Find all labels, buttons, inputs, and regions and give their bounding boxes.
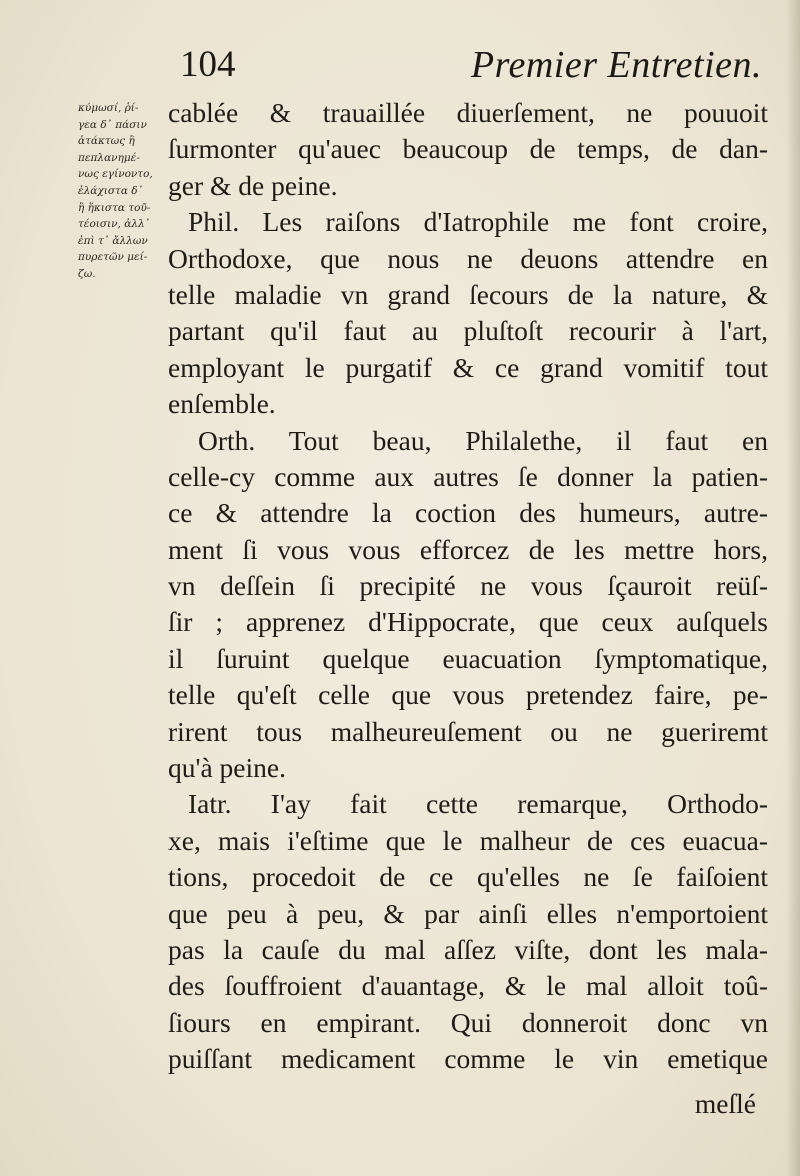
text-line: xe, mais i'eſtime que le malheur de ces euacua- [168, 824, 768, 856]
margin-note-line: τέοισιν, ἀλλ᾽ [78, 218, 150, 231]
text-line: il ſuruint quelque euacuation ſymptomatique, [168, 642, 768, 674]
text-line: telle maladie vn grand ſecours de la nature, & [168, 278, 768, 310]
text-line: rirent tous malheureuſement ou ne gueriremt [168, 715, 768, 747]
text-line: que peu à peu, & par ainſi elles n'emportoient [168, 897, 768, 929]
text-line: partant qu'il faut au pluſtoſt recourir à l'art, [168, 315, 768, 347]
text-line: celle-cy comme aux autres ſe donner la patien- [168, 460, 768, 492]
margin-note-line: ἐλάχιστα δ᾽ [78, 184, 143, 197]
margin-note-line: ζω. [78, 267, 96, 280]
margin-note-line: νως εγίνοντο, [78, 168, 153, 181]
text-line: telle qu'eſt celle que vous pretendez faire, pe- [168, 679, 768, 711]
text-line: Orthodoxe, que nous ne deuons attendre en [168, 242, 768, 274]
text-line: Orth. Tout beau, Philalethe, il faut en [198, 424, 768, 456]
text-line: Iatr. I'ay fait cette remarque, Orthodo- [188, 788, 768, 820]
text-line: employant le purgatif & ce grand vomitif tout [168, 351, 768, 383]
text-line: ger & de peine. [168, 169, 338, 201]
text-line: ment ſi vous vous efforcez de les mettre hors, [168, 533, 768, 565]
margin-note-line: γεα δ᾽ πάσιν [78, 118, 147, 131]
text-line: cablée & trauaillée diuerſement, ne pouuoit [168, 97, 768, 128]
text-line: ſurmonter qu'auec beaucoup de temps, de dan- [168, 133, 768, 165]
margin-note-line: ἀτάκτως ἢ [78, 135, 135, 148]
text-line: Phil. Les raiſons d'Iatrophile me font croire, [188, 206, 768, 238]
text-line: enſemble. [168, 388, 276, 420]
page-number: 104 [180, 44, 236, 85]
margin-note-line: πεπλανημέ- [78, 151, 140, 164]
text-line: des ſouffroient d'auantage, & le mal alloit toû- [168, 970, 768, 1002]
page-header [180, 40, 770, 90]
text-line: ce & attendre la coction des humeurs, autre- [168, 497, 768, 529]
margin-note-line: ἐπὶ τ᾽ ἄλλων [78, 234, 148, 247]
text-line: pas la cauſe du mal aſſez viſte, dont les mala- [168, 933, 768, 965]
text-line: tions, procedoit de ce qu'elles ne ſe faiſoient [168, 861, 768, 893]
text-line: vn deſſein ſi precipité ne vous ſçauroit reüſ- [168, 570, 768, 602]
margin-note-line: πυρετῶν μεί- [78, 251, 148, 264]
running-title: Premier Entretien. [470, 44, 762, 86]
catchword: meſlé [694, 1088, 756, 1119]
gutter-shadow [786, 0, 800, 1176]
margin-note-line: ἢ ἥκιστα τοῦ- [78, 201, 151, 214]
margin-note-line: κύμωσί, ῥί- [78, 102, 139, 114]
text-line: ſiours en empirant. Qui donneroit donc vn [168, 1006, 768, 1038]
body-text [168, 95, 768, 1078]
text-line: puiſſant medicament comme le vin emetique [168, 1043, 768, 1075]
text-line: qu'à peine. [168, 752, 286, 784]
greek-marginal-note [78, 100, 178, 283]
text-line: ſir ; apprenez d'Hippocrate, que ceux auſquels [168, 606, 768, 638]
